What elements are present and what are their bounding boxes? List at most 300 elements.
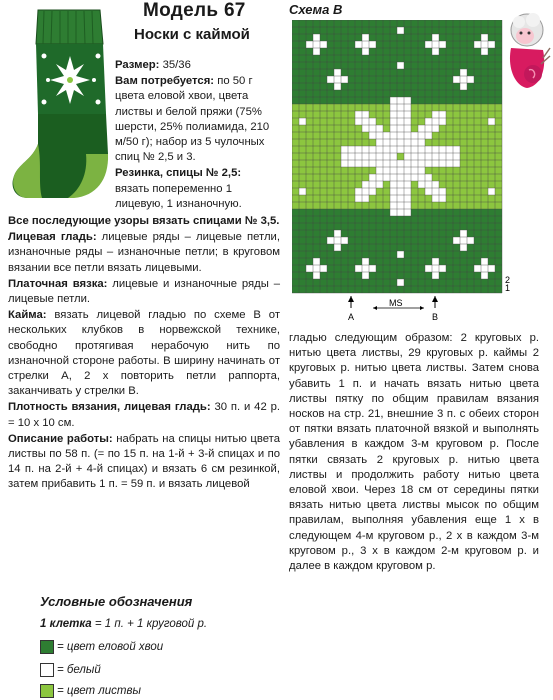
- chart-cell: [390, 230, 397, 237]
- chart-cell: [376, 181, 383, 188]
- chart-cell: [404, 223, 411, 230]
- chart-cell: [453, 251, 460, 258]
- chart-cell: [397, 195, 404, 202]
- chart-cell: [369, 286, 376, 293]
- chart-cell: [404, 195, 411, 202]
- chart-cell: [341, 69, 348, 76]
- chart-cell: [383, 160, 390, 167]
- chart-cell: [446, 69, 453, 76]
- chart-cell: [404, 244, 411, 251]
- chart-cell: [418, 76, 425, 83]
- chart-cell: [313, 160, 320, 167]
- chart-cell: [397, 97, 404, 104]
- chart-cell: [446, 223, 453, 230]
- chart-cell: [341, 111, 348, 118]
- chart-cell: [474, 202, 481, 209]
- chart-cell: [334, 118, 341, 125]
- chart-cell: [411, 174, 418, 181]
- chart-cell: [460, 258, 467, 265]
- chart-cell: [397, 286, 404, 293]
- chart-cell: [411, 55, 418, 62]
- chart-cell: [488, 209, 495, 216]
- chart-cell: [495, 174, 502, 181]
- chart-cell: [299, 48, 306, 55]
- chart-cell: [292, 97, 299, 104]
- chart-cell: [495, 153, 502, 160]
- chart-cell: [467, 34, 474, 41]
- chart-cell: [355, 48, 362, 55]
- chart-cell: [383, 209, 390, 216]
- chart-cell: [320, 216, 327, 223]
- chart-cell: [320, 188, 327, 195]
- chart-cell: [432, 202, 439, 209]
- chart-cell: [481, 20, 488, 27]
- chart-cell: [446, 111, 453, 118]
- chart-cell: [418, 111, 425, 118]
- chart-cell: [432, 139, 439, 146]
- chart-cell: [404, 48, 411, 55]
- chart-cell: [327, 97, 334, 104]
- chart-cell: [299, 181, 306, 188]
- chart-cell: [341, 83, 348, 90]
- chart-cell: [306, 258, 313, 265]
- chart-cell: [425, 139, 432, 146]
- chart-cell: [341, 132, 348, 139]
- chart-cell: [439, 41, 446, 48]
- chart-cell: [292, 181, 299, 188]
- chart-cell: [425, 279, 432, 286]
- chart-cell: [327, 167, 334, 174]
- chart-cell: [481, 237, 488, 244]
- chart-cell: [481, 244, 488, 251]
- chart-cell: [334, 279, 341, 286]
- chart-cell: [460, 132, 467, 139]
- chart-cell: [327, 27, 334, 34]
- chart-cell: [306, 230, 313, 237]
- chart-cell: [488, 55, 495, 62]
- chart-cell: [397, 111, 404, 118]
- chart-cell: [460, 195, 467, 202]
- chart-cell: [474, 97, 481, 104]
- chart-cell: [383, 146, 390, 153]
- chart-cell: [292, 34, 299, 41]
- chart-cell: [495, 118, 502, 125]
- chart-cell: [376, 76, 383, 83]
- chart-cell: [306, 223, 313, 230]
- chart-cell: [376, 195, 383, 202]
- chart-cell: [313, 139, 320, 146]
- chart-cell: [397, 139, 404, 146]
- chart-cell: [348, 27, 355, 34]
- chart-cell: [334, 237, 341, 244]
- chart-cell: [460, 237, 467, 244]
- chart-cell: [313, 265, 320, 272]
- chart-cell: [320, 244, 327, 251]
- chart-cell: [446, 272, 453, 279]
- chart-cell: [306, 146, 313, 153]
- chart-cell: [495, 209, 502, 216]
- chart-cell: [327, 223, 334, 230]
- chart-cell: [334, 27, 341, 34]
- chart-cell: [306, 41, 313, 48]
- chart-cell: [460, 104, 467, 111]
- chart-cell: [362, 90, 369, 97]
- scheme-label: Схема В: [289, 2, 343, 17]
- chart-cell: [460, 279, 467, 286]
- chart-cell: [418, 230, 425, 237]
- chart-cell: [474, 258, 481, 265]
- chart-cell: [474, 132, 481, 139]
- chart-cell: [467, 132, 474, 139]
- chart-cell: [299, 27, 306, 34]
- chart-cell: [474, 181, 481, 188]
- chart-cell: [432, 223, 439, 230]
- chart-cell: [418, 195, 425, 202]
- chart-cell: [474, 125, 481, 132]
- chart-cell: [495, 188, 502, 195]
- chart-cell: [425, 34, 432, 41]
- chart-cell: [362, 132, 369, 139]
- chart-cell: [446, 237, 453, 244]
- chart-cell: [474, 153, 481, 160]
- chart-cell: [320, 97, 327, 104]
- chart-cell: [474, 251, 481, 258]
- chart-cell: [327, 188, 334, 195]
- chart-cell: [404, 153, 411, 160]
- chart-cell: [299, 125, 306, 132]
- chart-cell: [341, 160, 348, 167]
- chart-cell: [334, 286, 341, 293]
- chart-cell: [341, 146, 348, 153]
- chart-cell: [460, 125, 467, 132]
- chart-cell: [355, 216, 362, 223]
- chart-cell: [334, 111, 341, 118]
- chart-cell: [383, 195, 390, 202]
- chart-cell: [376, 223, 383, 230]
- chart-cell: [383, 139, 390, 146]
- chart-cell: [481, 146, 488, 153]
- chart-cell: [495, 237, 502, 244]
- chart-cell: [467, 230, 474, 237]
- chart-cell: [348, 174, 355, 181]
- chart-cell: [488, 48, 495, 55]
- chart-cell: [383, 286, 390, 293]
- chart-cell: [348, 195, 355, 202]
- chart-cell: [348, 181, 355, 188]
- chart-cell: [341, 174, 348, 181]
- chart-cell: [334, 34, 341, 41]
- chart-cell: [488, 237, 495, 244]
- chart-cell: [425, 146, 432, 153]
- chart-cell: [313, 90, 320, 97]
- description-paragraph: Описание работы: набрать на спицы нитью цвета листвы по 58 п. (= по 15 п. на 1-й + 3-й спицах и по 14 п. на 2-й + 4-й спицах) и вязать 6 см резинкой, затем прибавить 1 п. = 59 п. и вязать лицевой: [8, 432, 280, 491]
- chart-cell: [404, 265, 411, 272]
- chart-cell: [313, 153, 320, 160]
- chart-cell: [299, 104, 306, 111]
- chart-cell: [418, 48, 425, 55]
- chart-cell: [411, 146, 418, 153]
- chart-cell: [460, 41, 467, 48]
- chart-cell: [481, 167, 488, 174]
- chart-cell: [460, 181, 467, 188]
- chart-cell: [369, 202, 376, 209]
- chart-cell: [453, 244, 460, 251]
- chart-cell: [439, 258, 446, 265]
- chart-cell: [306, 167, 313, 174]
- chart-cell: [446, 174, 453, 181]
- chart-cell: [404, 69, 411, 76]
- chart-cell: [488, 279, 495, 286]
- chart-cell: [327, 230, 334, 237]
- chart-cell: [341, 167, 348, 174]
- chart-cell: [432, 237, 439, 244]
- chart-cell: [495, 111, 502, 118]
- chart-cell: [418, 160, 425, 167]
- chart-cell: [418, 216, 425, 223]
- chart-cell: [446, 160, 453, 167]
- chart-cell: [481, 132, 488, 139]
- chart-cell: [383, 258, 390, 265]
- chart-cell: [383, 62, 390, 69]
- chart-cell: [397, 27, 404, 34]
- arrow-a-label: A: [348, 312, 355, 322]
- chart-cell: [299, 272, 306, 279]
- chart-cell: [327, 195, 334, 202]
- chart-cell: [488, 90, 495, 97]
- chart-cell: [334, 139, 341, 146]
- chart-cell: [397, 34, 404, 41]
- chart-cell: [467, 55, 474, 62]
- chart-cell: [348, 139, 355, 146]
- chart-cell: [313, 216, 320, 223]
- chart-cell: [355, 230, 362, 237]
- chart-cell: [495, 125, 502, 132]
- chart-cell: [348, 216, 355, 223]
- chart-cell: [292, 286, 299, 293]
- chart-cell: [397, 153, 404, 160]
- chart-cell: [418, 237, 425, 244]
- chart-cell: [355, 209, 362, 216]
- chart-cell: [453, 216, 460, 223]
- chart-cell: [418, 181, 425, 188]
- chart-cell: [446, 139, 453, 146]
- chart-cell: [299, 237, 306, 244]
- chart-cell: [320, 272, 327, 279]
- chart-cell: [292, 216, 299, 223]
- chart-cell: [369, 132, 376, 139]
- chart-cell: [306, 97, 313, 104]
- chart-cell: [292, 139, 299, 146]
- chart-cell: [460, 27, 467, 34]
- chart-cell: [453, 20, 460, 27]
- chart-cell: [292, 195, 299, 202]
- chart-cell: [474, 174, 481, 181]
- chart-cell: [488, 265, 495, 272]
- chart-cell: [495, 132, 502, 139]
- chart-cell: [488, 146, 495, 153]
- chart-cell: [390, 216, 397, 223]
- chart-cell: [446, 167, 453, 174]
- chart-cell: [446, 188, 453, 195]
- chart-cell: [299, 244, 306, 251]
- chart-cell: [481, 216, 488, 223]
- chart-cell: [292, 20, 299, 27]
- chart-cell: [383, 132, 390, 139]
- chart-cell: [474, 27, 481, 34]
- chart-cell: [341, 223, 348, 230]
- chart-cell: [460, 97, 467, 104]
- chart-cell: [495, 286, 502, 293]
- chart-cell: [411, 125, 418, 132]
- chart-cell: [404, 202, 411, 209]
- chart-cell: [327, 265, 334, 272]
- chart-cell: [460, 251, 467, 258]
- chart-cell: [397, 69, 404, 76]
- chart-cell: [306, 286, 313, 293]
- chart-cell: [348, 83, 355, 90]
- chart-cell: [334, 216, 341, 223]
- chart-cell: [355, 41, 362, 48]
- chart-cell: [488, 181, 495, 188]
- chart-cell: [446, 90, 453, 97]
- chart-cell: [383, 104, 390, 111]
- chart-cell: [327, 153, 334, 160]
- chart-cell: [418, 139, 425, 146]
- chart-cell: [467, 104, 474, 111]
- chart-cell: [404, 132, 411, 139]
- chart-cell: [432, 55, 439, 62]
- chart-cell: [327, 48, 334, 55]
- chart-cell: [425, 216, 432, 223]
- chart-cell: [299, 41, 306, 48]
- chart-cell: [446, 146, 453, 153]
- chart-cell: [376, 132, 383, 139]
- chart-cell: [341, 153, 348, 160]
- chart-cell: [411, 188, 418, 195]
- chart-cell: [320, 90, 327, 97]
- chart-cell: [453, 272, 460, 279]
- chart-cell: [348, 146, 355, 153]
- chart-cell: [299, 167, 306, 174]
- chart-cell: [439, 216, 446, 223]
- chart-cell: [320, 209, 327, 216]
- chart-cell: [299, 132, 306, 139]
- chart-cell: [313, 104, 320, 111]
- chart-cell: [495, 160, 502, 167]
- chart-cell: [306, 209, 313, 216]
- chart-cell: [432, 160, 439, 167]
- chart-cell: [313, 62, 320, 69]
- chart-cell: [292, 223, 299, 230]
- chart-cell: [292, 146, 299, 153]
- chart-cell: [362, 181, 369, 188]
- chart-cell: [411, 76, 418, 83]
- chart-cell: [376, 139, 383, 146]
- chart-cell: [376, 265, 383, 272]
- chart-cell: [446, 104, 453, 111]
- chart-cell: [432, 83, 439, 90]
- chart-cell: [439, 146, 446, 153]
- chart-cell: [348, 125, 355, 132]
- chart-cell: [439, 188, 446, 195]
- chart-cell: [467, 265, 474, 272]
- chart-cell: [306, 132, 313, 139]
- chart-cell: [495, 27, 502, 34]
- chart-cell: [313, 83, 320, 90]
- chart-cell: [355, 244, 362, 251]
- chart-cell: [404, 83, 411, 90]
- chart-cell: [376, 188, 383, 195]
- chart-cell: [411, 223, 418, 230]
- chart-cell: [348, 223, 355, 230]
- chart-cell: [411, 139, 418, 146]
- chart-cell: [453, 195, 460, 202]
- chart-cell: [425, 251, 432, 258]
- chart-cell: [362, 160, 369, 167]
- chart-cell: [299, 251, 306, 258]
- chart-cell: [299, 258, 306, 265]
- chart-cell: [362, 20, 369, 27]
- chart-cell: [481, 265, 488, 272]
- needles-note: Все последующие узоры вязать спицами № 3,5.: [8, 215, 280, 227]
- chart-cell: [299, 139, 306, 146]
- chart-cell: [362, 265, 369, 272]
- chart-cell: [488, 83, 495, 90]
- chart-cell: [299, 202, 306, 209]
- chart-cell: [425, 62, 432, 69]
- chart-cell: [390, 160, 397, 167]
- chart-cell: [495, 76, 502, 83]
- chart-cell: [495, 216, 502, 223]
- chart-cell: [404, 251, 411, 258]
- chart-cell: [397, 41, 404, 48]
- chart-cell: [313, 69, 320, 76]
- chart-cell: [313, 174, 320, 181]
- ms-label: MS: [389, 298, 403, 308]
- chart-cell: [439, 181, 446, 188]
- chart-cell: [488, 216, 495, 223]
- chart-cell: [481, 188, 488, 195]
- chart-cell: [362, 34, 369, 41]
- chart-cell: [432, 41, 439, 48]
- chart-cell: [488, 174, 495, 181]
- chart-cell: [313, 286, 320, 293]
- chart-cell: [425, 244, 432, 251]
- chart-cell: [334, 167, 341, 174]
- chart-cell: [341, 181, 348, 188]
- chart-cell: [355, 167, 362, 174]
- chart-cell: [404, 90, 411, 97]
- chart-cell: [474, 223, 481, 230]
- chart-cell: [488, 97, 495, 104]
- chart-cell: [362, 202, 369, 209]
- chart-cell: [341, 34, 348, 41]
- size-paragraph: Размер: 35/36: [115, 59, 191, 71]
- chart-cell: [306, 202, 313, 209]
- chart-cell: [411, 251, 418, 258]
- chart-cell: [327, 83, 334, 90]
- chart-cell: [488, 286, 495, 293]
- chart-cell: [481, 202, 488, 209]
- chart-cell: [474, 20, 481, 27]
- chart-cell: [313, 97, 320, 104]
- chart-cell: [327, 20, 334, 27]
- chart-cell: [390, 279, 397, 286]
- chart-cell: [404, 237, 411, 244]
- chart-cell: [320, 223, 327, 230]
- chart-cell: [453, 132, 460, 139]
- chart-cell: [348, 153, 355, 160]
